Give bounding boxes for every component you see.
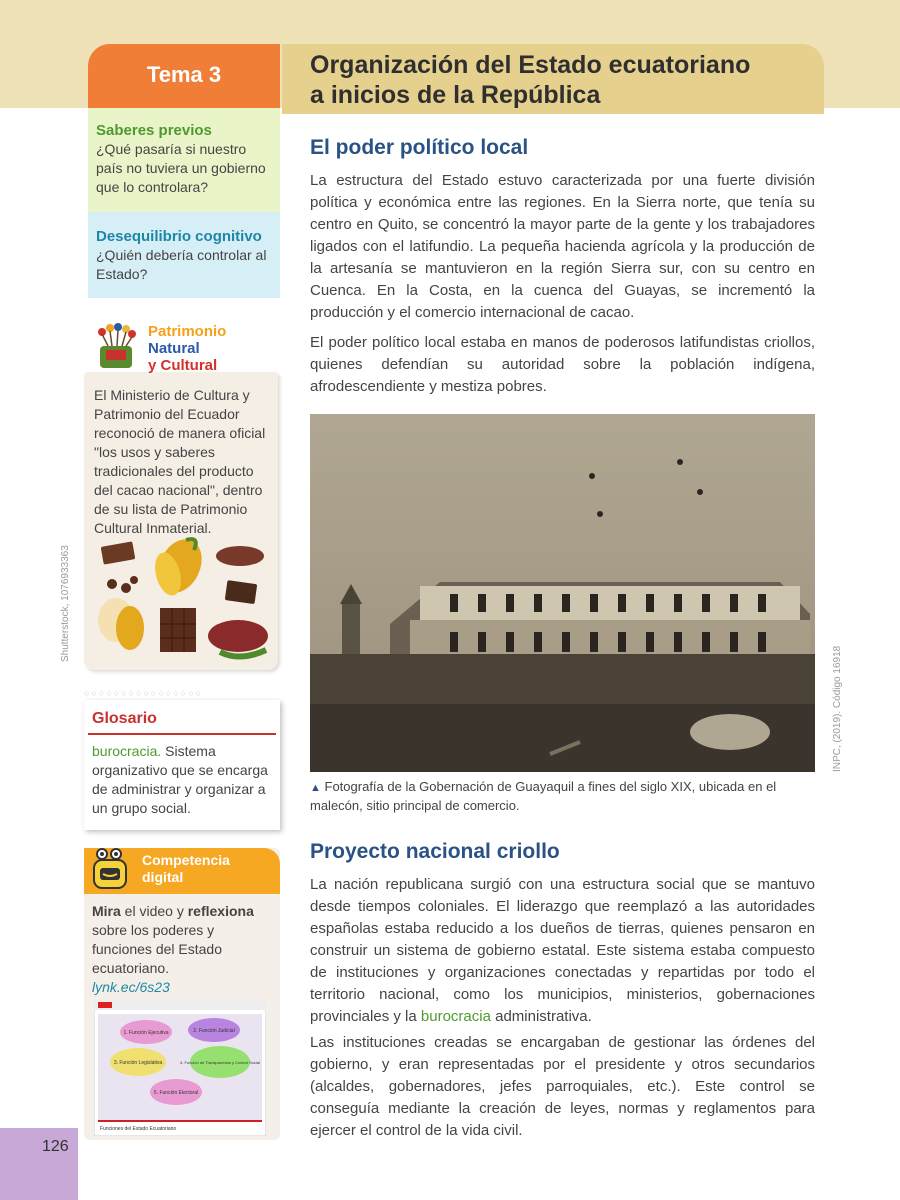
section-heading-proyecto-nacional: Proyecto nacional criollo [310, 840, 560, 863]
competencia-digital-title [142, 852, 272, 886]
patrimonio-icon [90, 322, 142, 372]
video-caption: Funciones del Estado Ecuatoriano [100, 1126, 177, 1132]
patrimonio-text: El Ministerio de Cultura y Patrimonio del Ecuador reconoció de manera oficial "los usos y saberes tradicionales del producto del cacao nacional", dentro de su lista de Patrimonio Cultural Inmaterial. [94, 387, 266, 536]
desequilibrio-cognitivo-box [88, 212, 280, 298]
video-label-2: 2. Función Judicial [193, 1028, 235, 1034]
spiral-binding: ○○○○○○○○○○○○○○○○ [84, 688, 203, 698]
video-thumbnail[interactable] [94, 1000, 266, 1136]
competencia-text-rest: sobre los poderes y funciones del Estado ecuatoriano. [92, 922, 222, 976]
section-heading-poder-politico: El poder político local [310, 136, 529, 159]
patrimonio-photo-credit: Shutterstock, 1076933363 [60, 545, 71, 662]
video-label-5: 5. Función Electoral [153, 1090, 199, 1096]
saberes-previos-box [88, 108, 280, 212]
saberes-previos-heading: Saberes previos [96, 122, 212, 139]
page-title-line-1: Organización del Estado ecuatoriano [310, 51, 751, 79]
section1-paragraph-2: El poder político local estaba en manos de poderosos latifundistas criollos, quienes defendían su autoridad sobre la población indígena, afrodescendiente y mestiza pobres. [310, 334, 815, 395]
photo-credit: INPC, (2019). Código 16918 [832, 645, 843, 772]
cacao-illustration [90, 536, 276, 666]
saberes-previos-text: ¿Qué pasaría si nuestro país no tuviera un gobierno que lo controlara? [96, 141, 266, 195]
burocracia-term: burocracia [420, 1008, 491, 1025]
patrimonio-title-2: Natural [148, 340, 200, 357]
competencia-title-line-2: digital [142, 869, 184, 885]
video-label-1: 1. Función Ejecutiva [123, 1030, 169, 1036]
desequilibrio-text: ¿Quién debería controlar al Estado? [96, 247, 267, 282]
robot-mascot-icon [90, 846, 130, 892]
photo-caption [310, 778, 815, 814]
competencia-title-line-1: Competencia [142, 852, 230, 868]
glosario-heading: Glosario [92, 710, 157, 727]
tema-label: Tema 3 [146, 62, 222, 87]
desequilibrio-heading: Desequilibrio cognitivo [96, 228, 262, 245]
glosario-definition: Sistema organizativo que se encarga de administrar y organizar a un grupo social. [92, 743, 268, 816]
reflexiona-keyword: reflexiona [187, 903, 254, 919]
video-link[interactable]: lynk.ec/6s23 [92, 979, 170, 995]
caption-text: Fotografía de la Gobernación de Guayaquil a fines del siglo XIX, ubicada en el malecón, sitio principal de comercio. [310, 779, 777, 813]
section2-paragraph-1 [310, 874, 815, 1028]
patrimonio-title-3: y Cultural [148, 357, 218, 374]
video-label-3: 3. Función Legislativa [113, 1060, 163, 1066]
glosario-divider [88, 733, 276, 735]
page-title-line-2: a inicios de la República [310, 81, 601, 109]
competencia-digital-text [92, 902, 274, 997]
section1-paragraph-1: La estructura del Estado estuvo caracterizada por una fuerte división política y económica entre las regiones. En la Sierra norte, que tenía su centro en Quito, se concentró la mayor parte de la gente y los trabajadores ligados con el latifundio. La pequeña hacienda agrícola y la producción de la artesanía se mantuvieron en la región Sierra sur, con su centro en Cuenca. En la Costa, en la cuenca del Guayas, se incrementó la producción y el comercio internacional de cacao. [310, 172, 815, 321]
mira-keyword: Mira [92, 903, 121, 919]
section2-paragraph-2: Las instituciones creadas se encargaban de gestionar las órdenes del gobierno, y eran representadas por el presidente y otros secundarios (alcaldes, gobernadores, jefes parroquiales, etc.). Este control se conseguía mediante la creación de leyes, normas y reglamentos para ejercer el control de la vida civil. [310, 1034, 815, 1139]
page-number: 126 [42, 1138, 69, 1155]
glosario-entry [92, 742, 274, 818]
competencia-text-part: el video y [120, 903, 188, 919]
gobernacion-photo [310, 414, 815, 772]
patrimonio-title-1: Patrimonio [148, 323, 227, 340]
caption-triangle-icon: ▲ [310, 782, 321, 794]
page-title [310, 50, 830, 110]
section2-p1-text-b: administrativa. [490, 1008, 592, 1025]
video-label-4: 4. Función de Transparencia y Control Social [180, 1060, 260, 1065]
glosario-term: burocracia. [92, 743, 162, 759]
section2-p1-text-a: La nación republicana surgió con una estructura social que se mantuvo desde tiempos coloniales. El liderazgo que reemplazó a las autoridades españolas estaba reducido a los dueños de tierras, quienes pensaron en construir un sistema de gobierno estatal. Este sistema estaba compuesto de instituciones y organizaciones conectadas y repartidas por todo el territorio nacional, como los municipios, ministerios, gobernaciones provinciales y la [310, 876, 815, 1025]
